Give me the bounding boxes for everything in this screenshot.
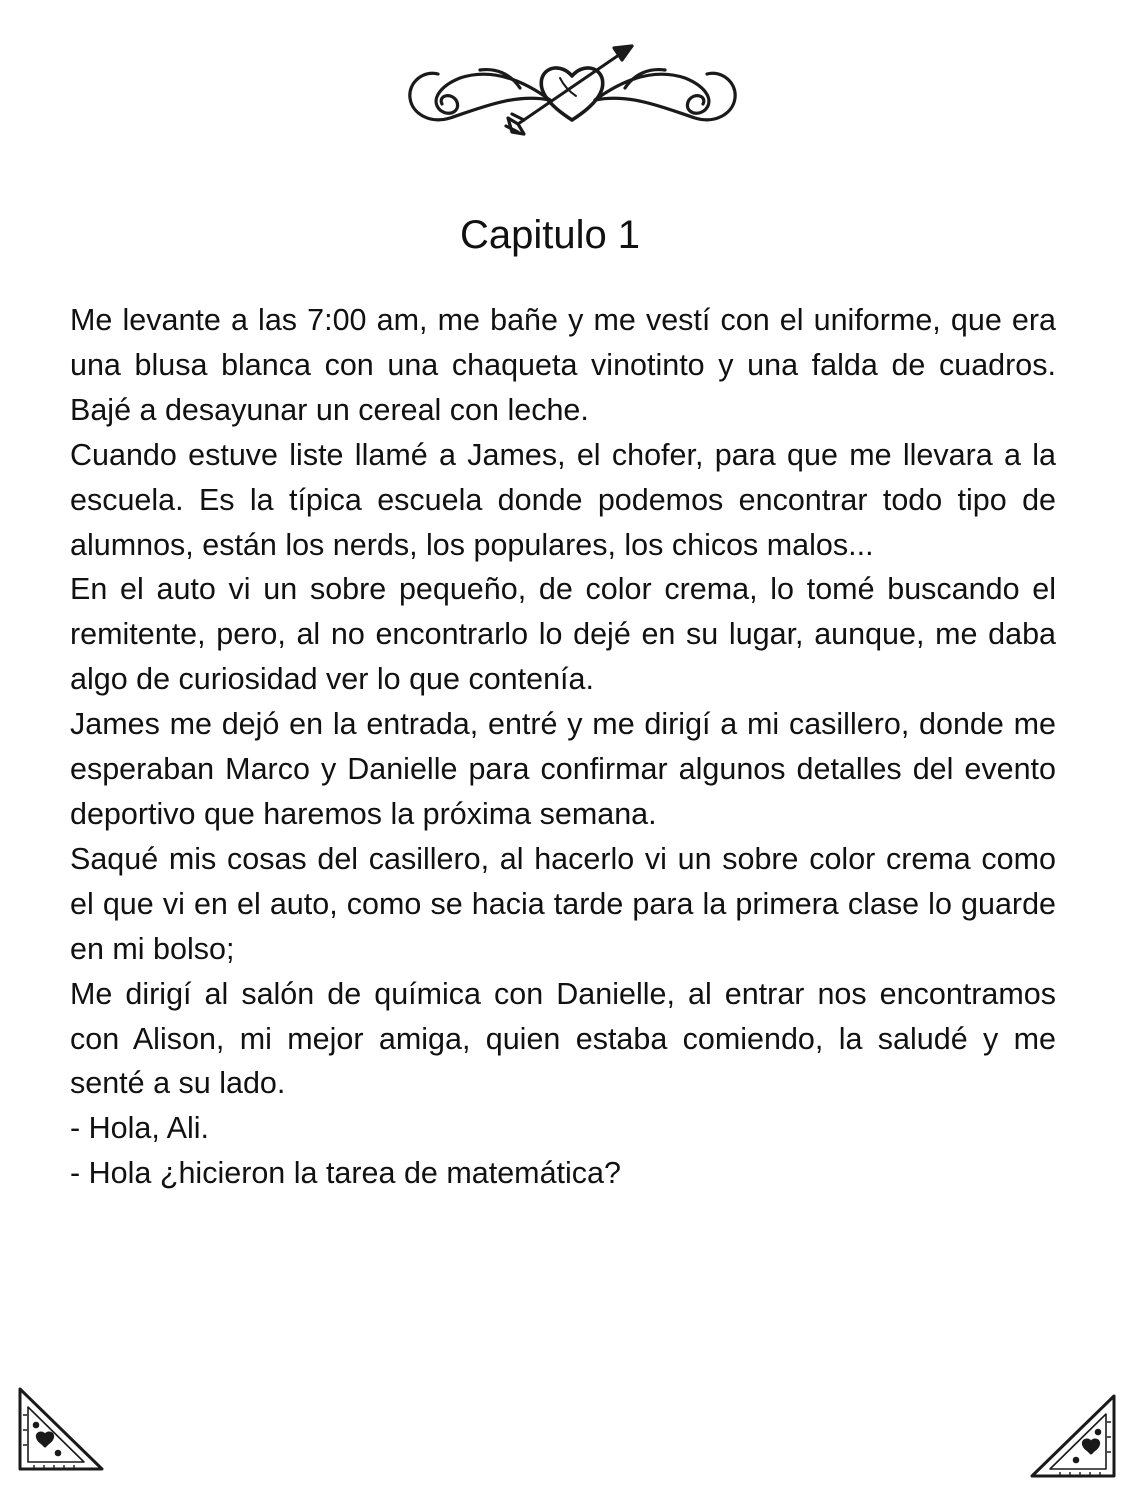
paragraph: En el auto vi un sobre pequeño, de color crema, lo tomé buscando el remitente, pero, al no encontrarlo lo dejé en su lugar, aunque, me daba algo de curiosidad ver lo que contenía. [70,572,1056,697]
chapter-title: Capitulo 1 [459,213,641,257]
heart-arrow-flourish-icon [400,38,745,138]
paragraph: James me dejó en la entrada, entré y me dirigí a mi casillero, donde me esperaban Marco y Danielle para confirmar algunos detalles del evento deportivo que haremos la próxima semana. [70,707,1056,831]
chapter-body [70,298,1056,1196]
corner-triangle-heart-icon [1024,1392,1119,1482]
paragraph: Me levante a las 7:00 am, me bañe y me vestí con el uniforme, que era una blusa blanca con una chaqueta vinotinto y una falda de cuadros. Bajé a desayunar un cereal con leche. [70,303,1056,427]
paragraph: Me dirigí al salón de química con Danielle, al entrar nos encontramos con Alison, mi mejor amiga, quien estaba comiendo, la saludé y me senté a su lado. [70,976,1056,1101]
paragraph: Saqué mis cosas del casillero, al hacerlo vi un sobre color crema como el que vi en el auto, como se hacia tarde para la primera clase lo guarde en mi bolso; [70,841,1056,966]
dialogue-line: - Hola ¿hicieron la tarea de matemática? [70,1156,621,1191]
dialogue-line: - Hola, Ali. [70,1111,209,1146]
corner-triangle-heart-icon [14,1385,109,1475]
paragraph: Cuando estuve liste llamé a James, el chofer, para que me llevara a la escuela. Es la típica escuela donde podemos encontrar todo tipo de alumnos, están los nerds, los populares, los chicos malos... [70,437,1056,562]
